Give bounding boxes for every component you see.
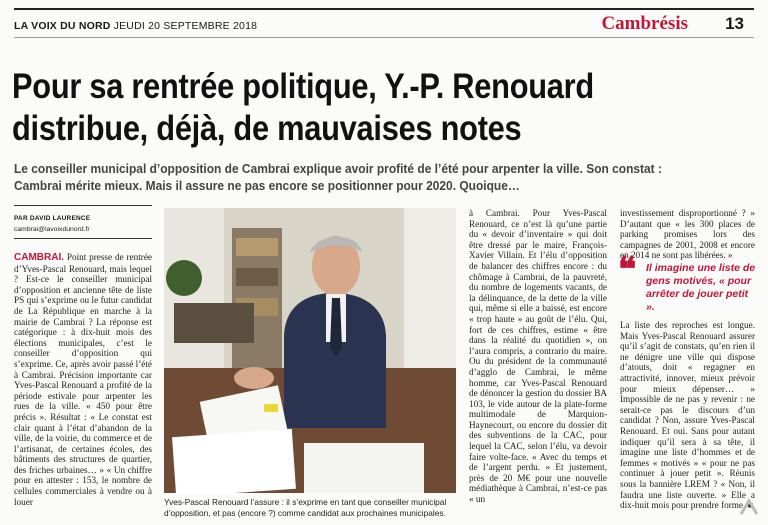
article-dateline: CAMBRAI.	[14, 252, 64, 263]
header-divider	[14, 37, 754, 38]
photo-caption: Yves-Pascal Renouard l’assure : il s’exprime en tant que conseiller municipal d’opposition, et pas (encore ?) comme candidat aux prochaines municipales.	[164, 497, 447, 518]
article-column-4-bottom: La liste des reproches est longue. Mais Yves-Pascal Renouard assurer qu’il s’agit de constats, qu’en rien il ne dénigre une ville qui dispose d’atouts, doit « regagner en attractivité, innover, mieux prévoir pour mieux dépenser… » Impossible de ne pas y revenir : ne serait-ce pas le discours d’un candidat ? Non, assure Yves-Pascal Renouard. Et oui. Sans pour autant indiquer qu’il sera à sa tête, il imagine une liste d’hommes et de femmes « motivés » « pour ne pas continuer à jouer petit ». Réunis sous la bannière LREM ? « Non, il faudra une liste ouverte. » Elle a dix-huit mois pour prendre forme. ■	[620, 320, 755, 511]
article-byline: PAR DAVID LAURENCE	[14, 215, 91, 222]
article-column-3: à Cambrai. Pour Yves-Pascal Renouard, ce n’est là qu’une partie du « devoir d’inventaire » qui doit être dressé par le maire, François-Xavier Villain. Et l’élu d’opposition de balancer des chiffres encore : du chômage à Cambrai, de la pauvreté, du nombre de logements vacants, de la délinquance, de la dette de la ville qui, même si elle a baissé, est encore « trop haute » au goût de l’élu. Qui, fort de ces chiffres, estime « être dans la réalité du quotidien », on l’aura compris, a contrario du maire. Ou du président de la communauté d’agglo de Cambrai, le même homme, car Yves-Pascal Renouard de dénoncer la gestion du dossier BA 103, le vide autour de la plate-forme multimodale de Marquion-Haynecourt, ou encore du dossier dit des subventions de la CAC, pour lequel la CAC, selon l’élu, va devoir faire volte-face. « Avec du temps et de l’argent perdu. » Et justement, près de 20 M€ pour une nouvelle médiathèque à Cambrai, n’est-ce pas « un	[469, 208, 607, 505]
page-number: 13	[725, 14, 744, 33]
publication-name: LA VOIX DU NORD	[14, 20, 111, 32]
byline-rule	[14, 205, 152, 206]
quote-mark-icon: ❝	[618, 252, 637, 289]
photo-illustration	[164, 208, 456, 493]
pull-quote: Il imagine une liste de gens motivés, « pour arrêter de jouer petit ».	[646, 262, 756, 313]
byline-rule-bottom	[14, 238, 152, 239]
corner-arrow-icon	[738, 495, 760, 517]
publication-date: JEUDI 20 SEPTEMBRE 2018	[113, 20, 258, 32]
article-headline: Pour sa rentrée politique, Y.-P. Renouard distribue, déjà, de mauvaises notes	[12, 67, 594, 148]
article-column-1-text: Point presse de rentrée d’Yves-Pascal Renouard, mais lequel ? Est-ce le conseiller municipal d’opposition et ancienne tête de liste PS qui s’exprime ou le futur candidat de La République en marche à la mairie de Cambrai ? La réponse est catégorique : à dix-huit mois des élections municipales, c’est le conseiller d’opposition qui s’exprime. Ce, après avoir passé l’été à Cambrai. Précision importante car Yves-Pascal Renouard a profité de la période estivale pour arpenter les rues de la ville. « 450 pour être précis ». Résultat : « Le constat est clair quant à l’état d’abandon de la ville, de la voirie, du commerce et de l’artisanat, de certaines écoles, des bâtiments des structures de quartier, des friches urbaines… » « Un chiffre pour en attester : 153, le nombre de cellules commerciales à vendre ou à louer	[14, 252, 152, 507]
author-email: cambrai@lavoixdunord.fr	[14, 226, 90, 233]
header-top-rule	[14, 8, 754, 10]
article-lead: Le conseiller municipal d’opposition de Cambrai explique avoir profité de l’été pour arpenter la ville. Son constat : Cambrai mérite mieux. Mais il assure ne pas encore se positionner pour 2020. Quoique…	[14, 161, 662, 193]
publication-masthead	[14, 20, 257, 32]
article-photo	[164, 208, 456, 493]
article-column-1	[14, 252, 152, 507]
article-column-4-top: investissement disproportionné ? » D’autant que « les 300 places de parking promises lors des campagnes de 2001, 2008 et encore en 2014 ne sont pas libérées. »	[620, 208, 755, 261]
section-title: Cambrésis	[601, 13, 688, 34]
